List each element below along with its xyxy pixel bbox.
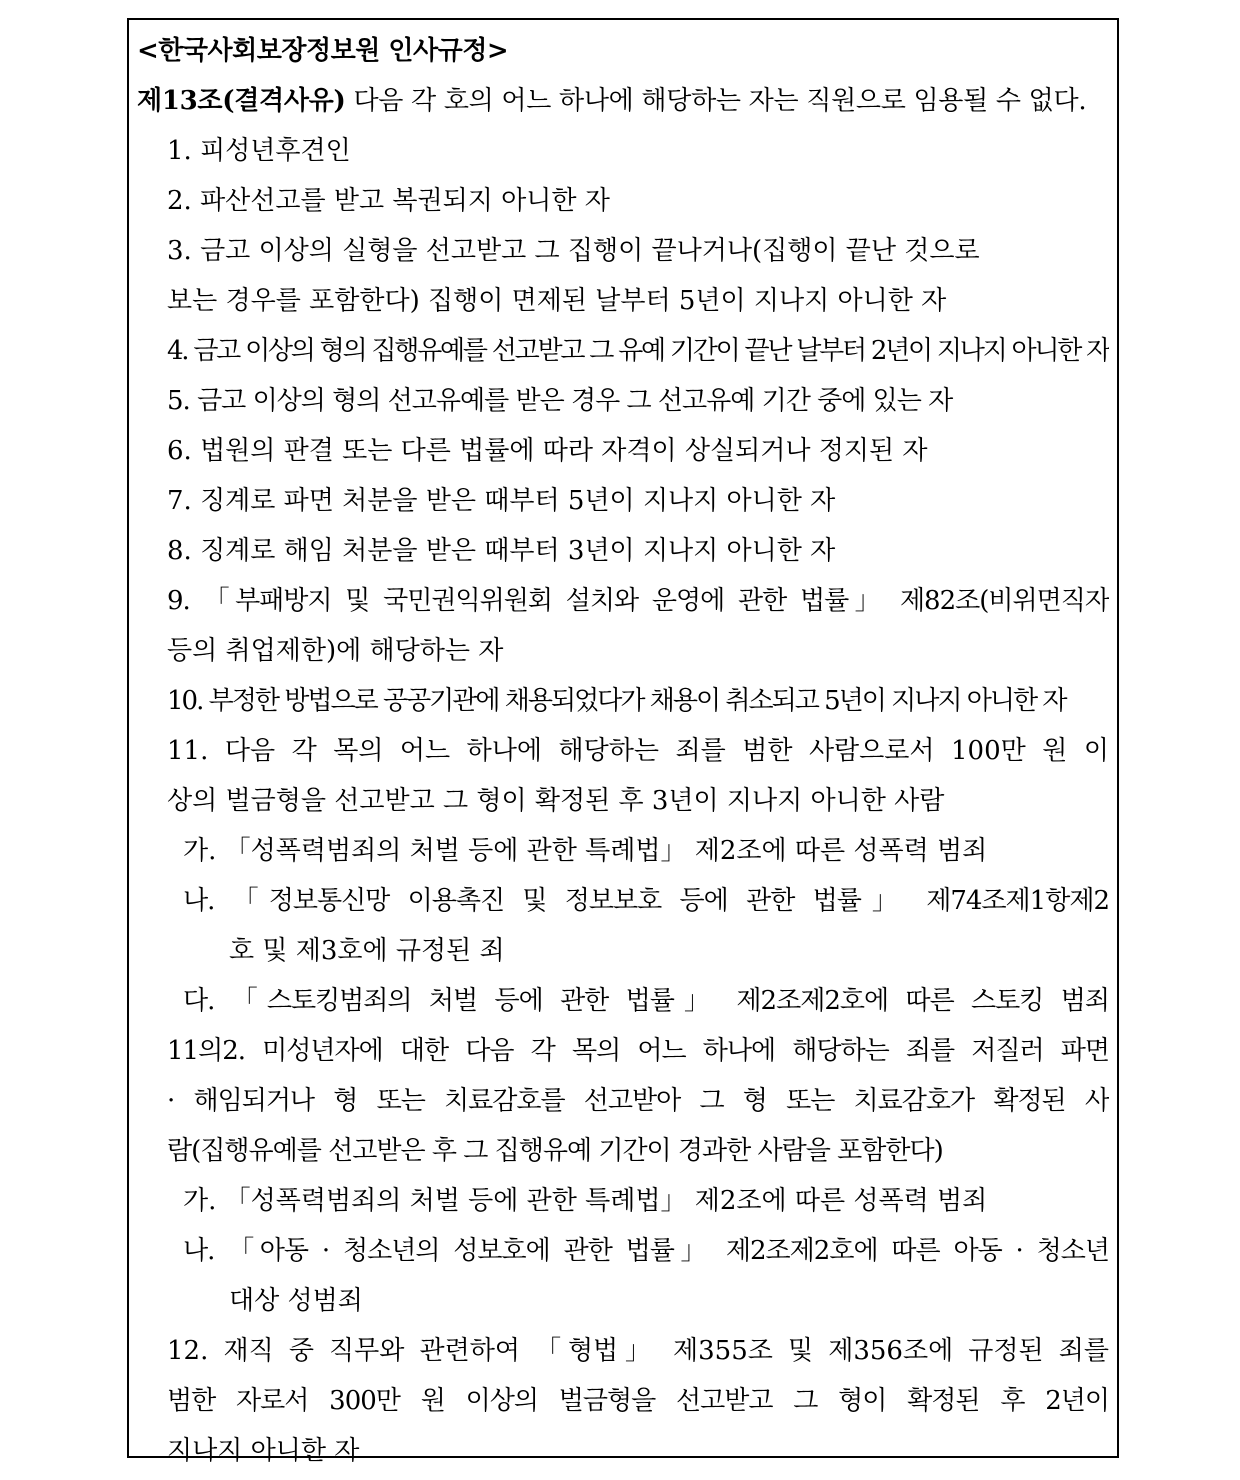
article-heading-line: [137, 76, 1109, 126]
item-line: 6. 법원의 판결 또는 다른 법률에 따라 자격이 상실되거나 정지된 자: [167, 436, 928, 466]
item-line: 7. 징계로 파면 처분을 받은 때부터 5년이 지나지 아니한 자: [167, 486, 836, 516]
article-items: [137, 126, 1109, 1476]
item-line: 1. 피성년후견인: [167, 136, 351, 166]
item-line: 4. 금고 이상의 형의 집행유예를 선고받고 그 유예 기간이 끝난 날부터 2년이 지나지 아니한 자: [167, 336, 1109, 366]
item-line: 람(집행유예를 선고받은 후 그 집행유예 기간이 경과한 사람을 포함한다): [167, 1136, 943, 1166]
item-line: 호 및 제3호에 규정된 죄: [229, 936, 505, 966]
item-line: 가. 「성폭력범죄의 처벌 등에 관한 특례법」 제2조에 따른 성폭력 범죄: [183, 836, 988, 866]
item-line: 나. 「정보통신망 이용촉진 및 정보보호 등에 관한 법률」 제74조제1항제2: [183, 886, 1109, 916]
item-line: 12. 재직 중 직무와 관련하여 「형법」 제355조 및 제356조에 규정된 죄를: [167, 1336, 1109, 1366]
item-line: 보는 경우를 포함한다) 집행이 면제된 날부터 5년이 지나지 아니한 자: [167, 286, 947, 316]
item-line: 등의 취업제한)에 해당하는 자: [167, 636, 504, 666]
item-line: 대상 성범죄: [229, 1286, 363, 1316]
item-line: · 해임되거나 형 또는 치료감호를 선고받아 그 형 또는 치료감호가 확정된 사: [167, 1086, 1109, 1116]
item-line: 5. 금고 이상의 형의 선고유예를 받은 경우 그 선고유예 기간 중에 있는 자: [167, 386, 953, 416]
article-head: 제13조(결격사유): [137, 86, 346, 116]
item-line: 11의2. 미성년자에 대한 다음 각 목의 어느 하나에 해당하는 죄를 저질러 파면: [167, 1036, 1109, 1066]
item-line: 10. 부정한 방법으로 공공기관에 채용되었다가 채용이 취소되고 5년이 지나지 아니한 자: [167, 686, 1066, 716]
document-title: <한국사회보장정보원 인사규정>: [137, 36, 509, 66]
article-lead: 다음 각 호의 어느 하나에 해당하는 자는 직원으로 임용될 수 없다.: [353, 86, 1087, 116]
item-line: 범한 자로서 300만 원 이상의 벌금형을 선고받고 그 형이 확정된 후 2년이: [167, 1386, 1109, 1416]
item-line: 11. 다음 각 목의 어느 하나에 해당하는 죄를 범한 사람으로서 100만 원 이: [167, 736, 1109, 766]
item-line: 8. 징계로 해임 처분을 받은 때부터 3년이 지나지 아니한 자: [167, 536, 836, 566]
item-line: 지나지 아니한 자: [167, 1436, 360, 1466]
item-line: 3. 금고 이상의 실형을 선고받고 그 집행이 끝나거나(집행이 끝난 것으로: [167, 236, 980, 266]
item-line: 상의 벌금형을 선고받고 그 형이 확정된 후 3년이 지나지 아니한 사람: [167, 786, 945, 816]
item-line: 다. 「스토킹범죄의 처벌 등에 관한 법률」 제2조제2호에 따른 스토킹 범죄: [183, 986, 1109, 1016]
item-line: 가. 「성폭력범죄의 처벌 등에 관한 특례법」 제2조에 따른 성폭력 범죄: [183, 1186, 988, 1216]
item-line: 나. 「아동 · 청소년의 성보호에 관한 법률」 제2조제2호에 따른 아동 · 청소년: [183, 1236, 1109, 1266]
item-line: 9. 「부패방지 및 국민권익위원회 설치와 운영에 관한 법률」 제82조(비위면직자: [167, 586, 1109, 616]
item-line: 2. 파산선고를 받고 복권되지 아니한 자: [167, 186, 610, 216]
regulation-box: [127, 18, 1119, 1466]
